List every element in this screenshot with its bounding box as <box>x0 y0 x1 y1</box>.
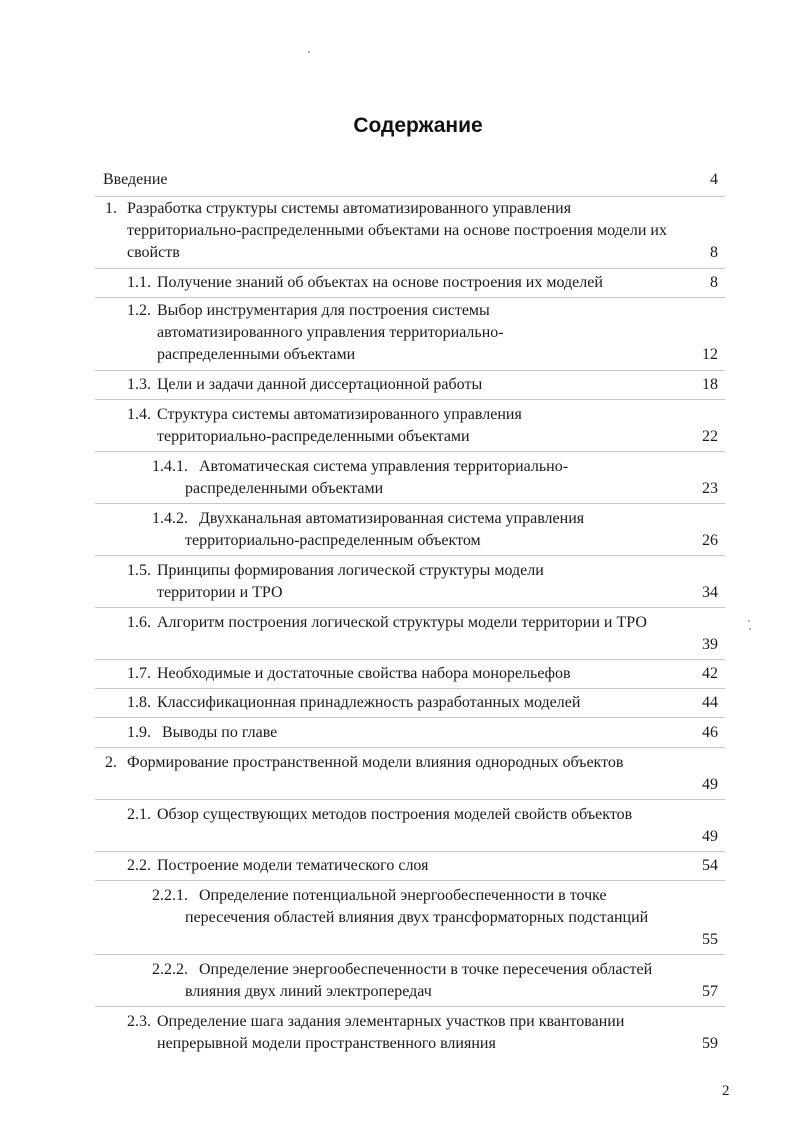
toc-entry-number: 1.6. <box>127 614 151 631</box>
toc-separator <box>95 1006 725 1007</box>
toc-entry-text: Автоматическая система управления территориально-распределенными объектами <box>185 458 569 497</box>
toc-entry-page: 18 <box>702 376 718 393</box>
toc-entry-text: Определение шага задания элементарных участков при квантовании непрерывной модели пространственного влияния <box>157 1013 625 1052</box>
toc-entry-page: 44 <box>702 694 718 711</box>
toc-separator <box>95 370 725 371</box>
toc-separator <box>95 555 725 556</box>
toc-entry-page: 49 <box>702 828 718 845</box>
toc-entry-text: Определение энергообеспеченности в точке пересечения областей влияния двух линий электропередач <box>185 961 653 1000</box>
page-title: Содержание <box>353 114 483 137</box>
toc-entry-number: 1.5. <box>127 562 151 579</box>
toc-entry-text: Принципы формирования логической структуры модели территории и ТРО <box>157 562 544 601</box>
toc-entry-text: Цели и задачи данной диссертационной работы <box>157 376 483 393</box>
toc-entry-number: 1.8. <box>127 694 151 711</box>
toc-entry-number: 1.3. <box>127 376 151 393</box>
toc-entry-text: Формирование пространственной модели влияния однородных объектов <box>127 754 624 771</box>
toc-entry-text: Двухканальная автоматизированная система управления территориально-распределенным объектом <box>185 510 585 549</box>
scan-speck <box>748 620 750 622</box>
toc-entry-page: 8 <box>710 244 718 261</box>
toc-entry-page: 12 <box>702 346 718 363</box>
toc-separator <box>95 297 725 298</box>
toc-entry-page: 26 <box>702 532 718 549</box>
toc-entry-page: 42 <box>702 665 718 682</box>
toc-separator <box>95 954 725 955</box>
toc-separator <box>95 399 725 400</box>
toc-entry-number: 2.2. <box>127 857 151 874</box>
toc-entry-text: Обзор существующих методов построения моделей свойств объектов <box>157 806 633 823</box>
toc-entry-text: Необходимые и достаточные свойства набора монорельефов <box>157 665 571 682</box>
toc-entry-number: 1.4.1. <box>152 458 188 475</box>
toc-separator <box>95 880 725 881</box>
toc-entry-number: 2.3. <box>127 1013 151 1030</box>
toc-entry-number: 1.4. <box>127 406 151 423</box>
toc-entry-page: 8 <box>710 274 718 291</box>
toc-separator <box>95 688 725 689</box>
toc-entry-text: Классификационная принадлежность разработанных моделей <box>157 694 581 711</box>
toc-entry-page: 23 <box>702 480 718 497</box>
toc-entry-text: Разработка структуры системы автоматизированного управления территориально-распределенными объектами на основе построения модели их свойств <box>127 200 667 261</box>
toc-separator <box>95 268 725 269</box>
toc-separator <box>95 717 725 718</box>
toc-entry-text: Выводы по главе <box>162 724 278 741</box>
toc-entry-number: 1.7. <box>127 665 151 682</box>
toc-separator <box>95 196 725 197</box>
toc-entry-page: 49 <box>702 776 718 793</box>
toc-separator <box>95 747 725 748</box>
scan-speck <box>308 51 310 53</box>
toc-separator <box>95 607 725 608</box>
toc-entry-number: 2.2.2. <box>152 961 188 978</box>
toc-separator <box>95 851 725 852</box>
toc-entry-number: 2.2.1. <box>152 887 188 904</box>
toc-entry-number: 1. <box>105 200 117 217</box>
toc-entry-text: Алгоритм построения логической структуры модели территории и ТРО <box>157 614 647 631</box>
page-number: 2 <box>722 1083 730 1099</box>
toc-entry-page: 55 <box>702 931 718 948</box>
toc-entry-text: Введение <box>103 171 168 188</box>
toc-separator <box>95 451 725 452</box>
toc-entry-page: 4 <box>710 171 718 188</box>
toc-entry-number: 2.1. <box>127 806 151 823</box>
toc-entry-number: 1.4.2. <box>152 510 188 527</box>
toc-entry-page: 59 <box>702 1035 718 1052</box>
toc-entry-text: Построение модели тематического слоя <box>157 857 429 874</box>
toc-separator <box>95 659 725 660</box>
toc-separator <box>95 503 725 504</box>
toc-entry-text: Получение знаний об объектах на основе построения их моделей <box>157 274 603 291</box>
scan-speck <box>749 628 751 630</box>
toc-entry-page: 57 <box>702 983 718 1000</box>
toc-entry-page: 39 <box>702 636 718 653</box>
toc-entry-text: Структура системы автоматизированного управления территориально-распределенными объектами <box>157 406 522 445</box>
toc-entry-text: Определение потенциальной энергообеспеченности в точке пересечения областей влияния двух трансформаторных подстанций <box>185 887 649 926</box>
toc-entry-text: Выбор инструментария для построения системы автоматизированного управления территориально-распределенными объектами <box>157 302 504 363</box>
toc-entry-number: 2. <box>105 754 117 771</box>
toc-entry-page: 54 <box>702 857 718 874</box>
toc-separator <box>95 799 725 800</box>
toc-entry-page: 46 <box>702 724 718 741</box>
toc-entry-number: 1.1. <box>127 274 151 291</box>
toc-entry-page: 34 <box>702 584 718 601</box>
toc-entry-number: 1.2. <box>127 302 151 319</box>
toc-entry-page: 22 <box>702 428 718 445</box>
toc-entry-number: 1.9. <box>127 724 151 741</box>
